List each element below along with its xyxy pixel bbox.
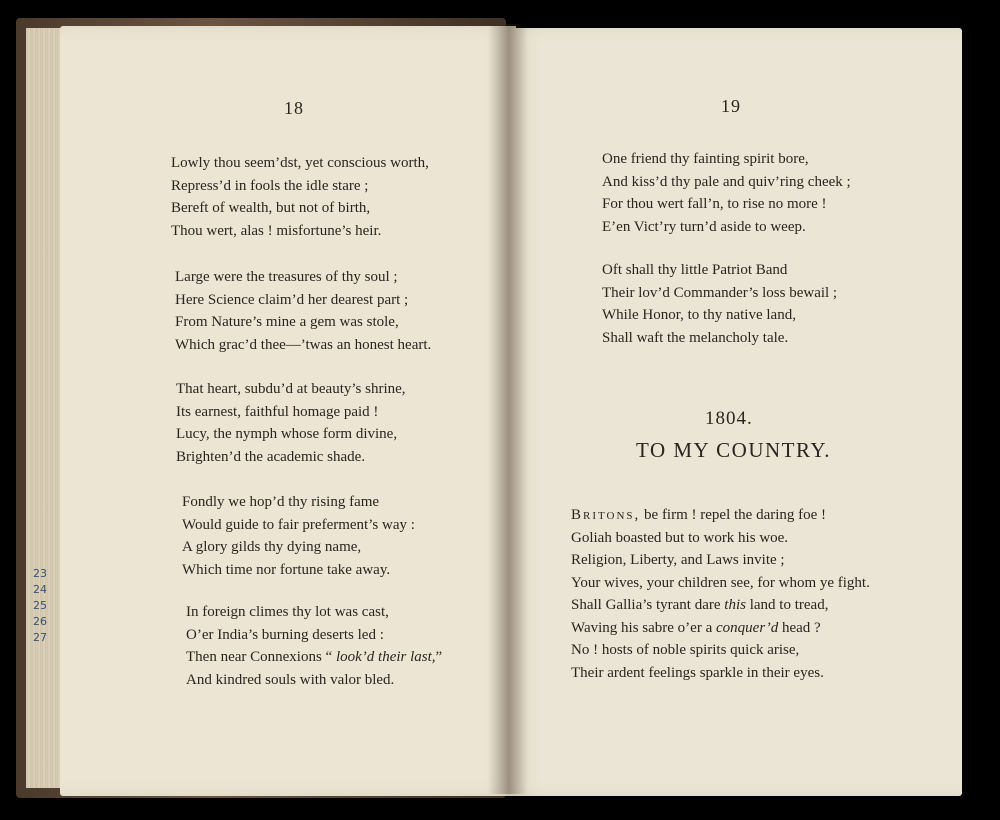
- poem-line: [571, 504, 870, 527]
- stanza: [171, 152, 429, 242]
- pencil-mark: 23: [33, 567, 47, 580]
- stanza: [186, 601, 442, 691]
- stanza: [182, 491, 415, 581]
- poem-line: Large were the treasures of thy soul ;: [175, 269, 398, 285]
- pencil-mark: 27: [33, 631, 47, 644]
- stanza: [571, 504, 870, 684]
- page-number: 19: [721, 96, 741, 116]
- poem-line: Their lov’d Commander’s loss bewail ;: [602, 284, 838, 301]
- poem-line: Its earnest, faithful homage paid !: [176, 403, 379, 420]
- poem-line: Oft shall thy little Patriot Band: [602, 262, 788, 278]
- poem-line: Then near Connexions “ look’d their last,”: [186, 649, 443, 665]
- poem-line: Your wives, your children see, for whom ye fight.: [571, 574, 870, 591]
- poem-line: Fondly we hop’d thy rising fame: [182, 494, 380, 510]
- poem-line: While Honor, to thy native land,: [602, 307, 796, 323]
- poem-line: And kindred souls with valor bled.: [186, 671, 395, 688]
- poem-line: From Nature’s mine a gem was stole,: [175, 314, 399, 330]
- poem-line: In foreign climes thy lot was cast,: [186, 604, 389, 620]
- poem-line: Would guide to fair preferment’s way :: [182, 516, 415, 533]
- pencil-mark: 25: [33, 599, 47, 612]
- page-number: 18: [284, 98, 304, 118]
- stanza: [602, 259, 837, 349]
- poem-line: Their ardent feelings sparkle in their eyes.: [571, 664, 824, 681]
- stanza: [175, 266, 431, 356]
- poem-line: One friend thy fainting spirit bore,: [602, 151, 809, 167]
- poem-line: Goliah boasted but to work his woe.: [571, 529, 789, 546]
- poem-line: Bereft of wealth, but not of birth,: [171, 200, 371, 216]
- poem-line: Shall Gallia’s tyrant dare this land to tread,: [571, 597, 829, 613]
- poem-line: O’er India’s burning deserts led :: [186, 626, 384, 643]
- poem-line: A glory gilds thy dying name,: [182, 539, 362, 555]
- stanza: [176, 378, 406, 468]
- poem-line: Lowly thou seem’dst, yet conscious worth,: [171, 155, 429, 171]
- pencil-mark: 26: [33, 615, 47, 628]
- poem-line: Repress’d in fools the idle stare ;: [171, 177, 369, 194]
- poem-line: Waving his sabre o’er a conquer’d head ?: [571, 619, 821, 636]
- pencil-annotations: [33, 566, 47, 646]
- left-page: [60, 26, 516, 796]
- line-text: be firm ! repel the daring foe !: [644, 507, 827, 523]
- poem-line: No ! hosts of noble spirits quick arise,: [571, 642, 800, 658]
- poem-line: Here Science claim’d her dearest part ;: [175, 291, 409, 308]
- poem-line: Which time nor fortune take away.: [182, 561, 391, 578]
- poem-line: Shall waft the melancholy tale.: [602, 329, 789, 346]
- poem-title: TO MY COUNTRY.: [636, 438, 832, 462]
- poem-line: Brighten’d the academic shade.: [176, 448, 366, 465]
- poem-line: That heart, subdu’d at beauty’s shrine,: [176, 381, 406, 397]
- poem-line: And kiss’d thy pale and quiv’ring cheek ;: [602, 173, 851, 190]
- right-page: [508, 28, 962, 796]
- poem-line: Religion, Liberty, and Laws invite ;: [571, 552, 785, 568]
- poem-line: Which grac’d thee—’twas an honest heart.: [175, 336, 432, 353]
- book-gutter: [488, 24, 528, 794]
- first-word: Britons,: [571, 507, 641, 523]
- pencil-mark: 24: [33, 583, 47, 596]
- poem-line: Thou wert, alas ! misfortune’s heir.: [171, 222, 382, 239]
- poem-line: Lucy, the nymph whose form divine,: [176, 426, 398, 442]
- poem-line: E’en Vict’ry turn’d aside to weep.: [602, 218, 806, 235]
- poem-line: For thou wert fall’n, to rise no more !: [602, 196, 827, 212]
- stanza: [602, 148, 851, 238]
- poem-year: 1804.: [705, 408, 753, 429]
